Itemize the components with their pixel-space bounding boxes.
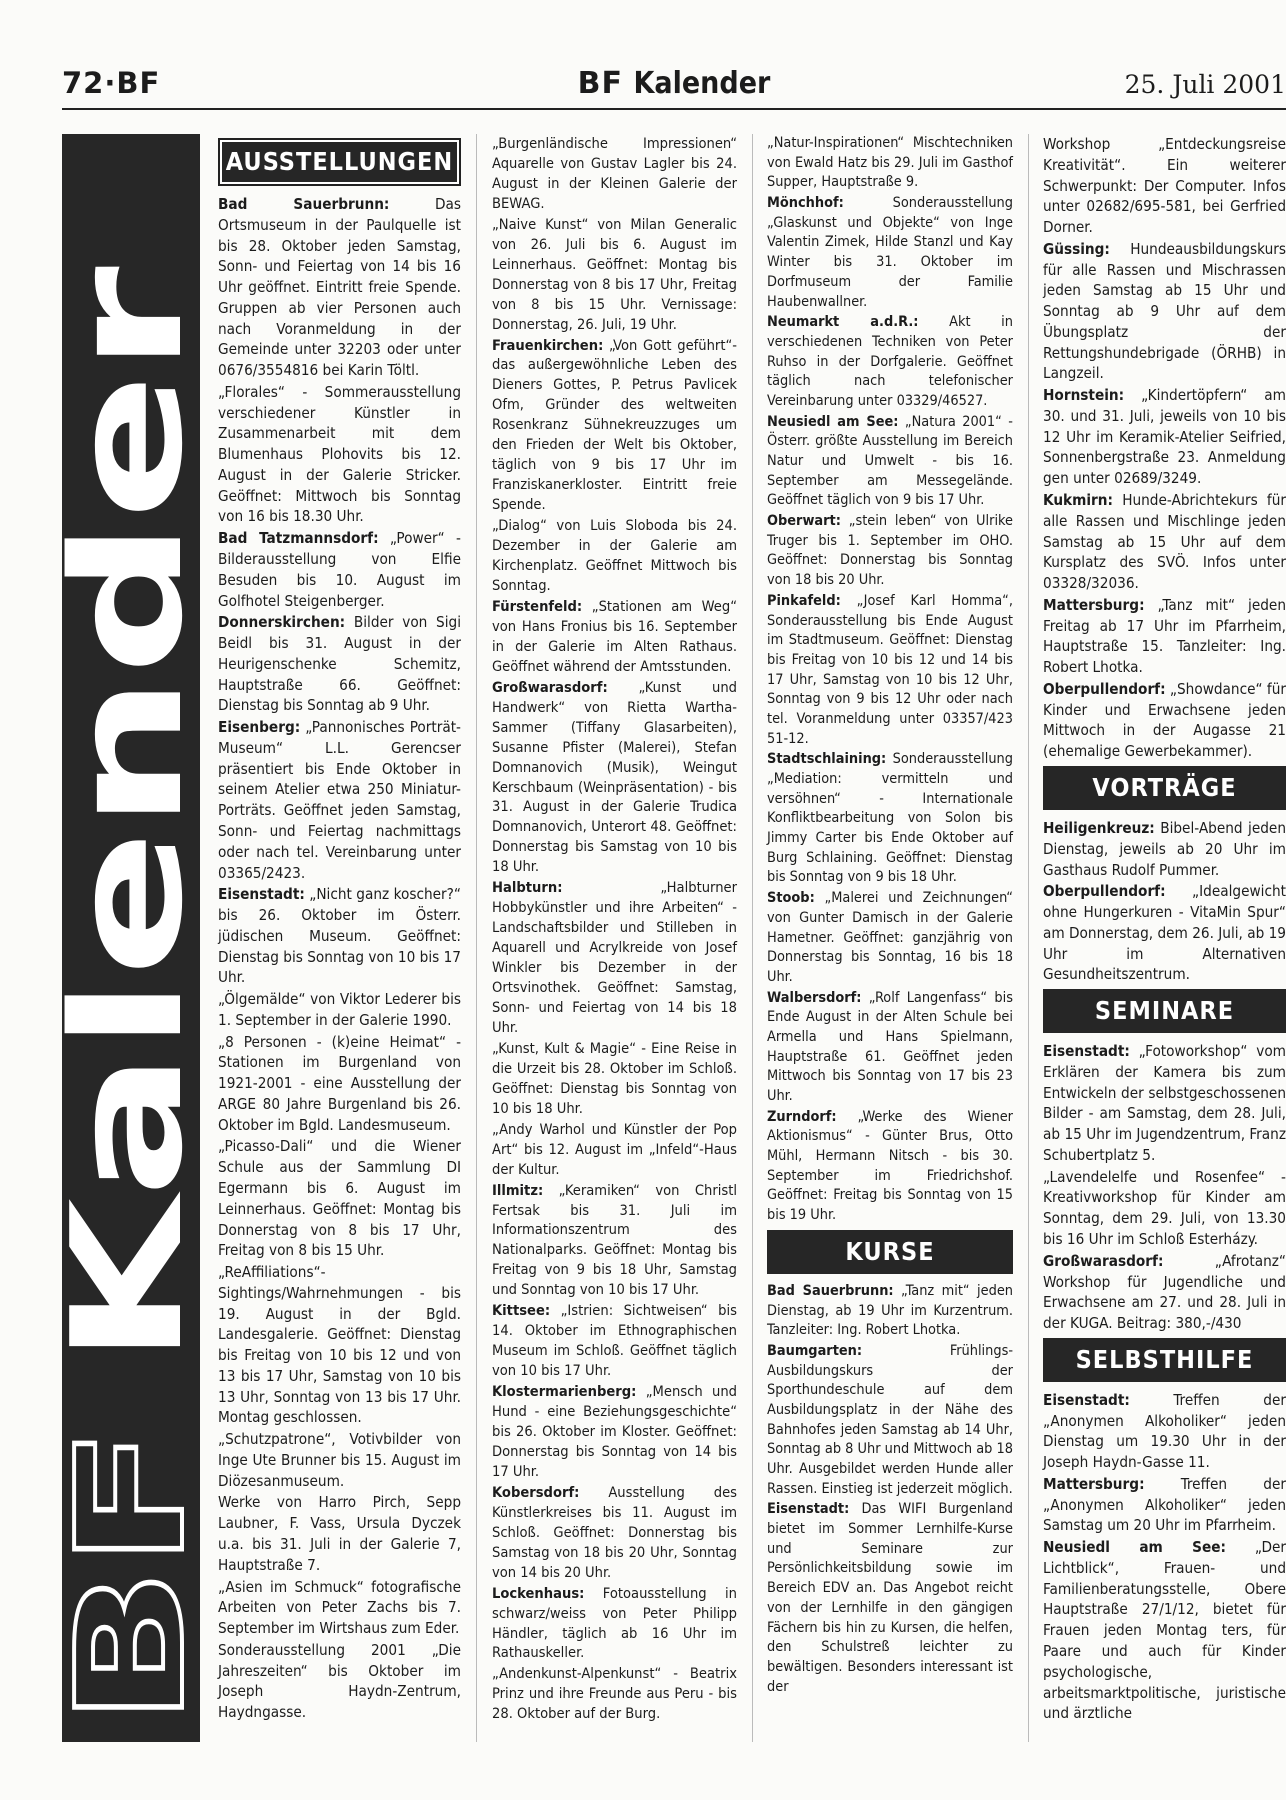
listing-entry [218,1429,461,1491]
masthead-bf: BF [577,66,624,101]
sidebar-bf-text: BF [45,1512,217,1726]
listing-entry [218,528,461,611]
listing-entry [492,1039,737,1119]
listing-entry [1043,595,1286,678]
listing-entry [492,1382,737,1482]
listing-entry [1043,1167,1286,1250]
section-heading: SEMINARE [1043,989,1286,1033]
listing-entry [767,1500,1013,1697]
entry-text: „Schutzpatrone“, Votivbilder von Inge Ute Brunner bis 15. August im Diözesanmuseum. [218,1430,461,1490]
listing-entry [492,678,737,878]
entry-text: „Istrien: Sichtweisen“ bis 14. Oktober im Ethnographischen Museum im Schloß. Geöffnet täglich von 10 bis 17 Uhr. [492,1302,737,1380]
entry-place: Eisenstadt: [1043,1390,1130,1409]
listing-entry [767,313,1013,411]
entry-text: „Showdance“ für Kinder und Erwachsene jeden Mittwoch in der Augasse 21 (ehemalige Gewerbekammer). [1043,679,1286,761]
entry-place: Bad Sauerbrunn: [767,1282,894,1299]
issue-date: 25. Juli 2001 [1124,70,1286,99]
listing-entry [767,413,1013,511]
entry-place: Oberpullendorf: [1043,679,1166,698]
entry-text: „Malerei und Zeichnungen“ von Gunter Damisch in der Galerie Hametner. Geöffnet: ganzjährig von Donnerstag bis Sonntag, 16 bis 18 Uhr. [767,890,1013,985]
entry-text: Treffen der „Anonymen Alkoholiker“ jeden Dienstag um 19.30 Uhr in der Joseph Haydn-Gasse 11. [1043,1390,1286,1472]
listing-entry [218,382,461,527]
sidebar-banner [39,134,217,1742]
listing-entry [767,592,1013,750]
entry-place: Stoob: [767,890,815,907]
page-number: 72·BF [62,66,161,100]
entry-place: Bad Sauerbrunn: [218,195,390,213]
entry-place: Klostermarienberg: [492,1383,637,1401]
listing-entry [767,1108,1013,1226]
entry-place: Eisenstadt: [218,885,305,904]
column-3 [767,134,1013,1698]
entry-place: Bad Tatzmannsdorf: [218,529,379,548]
entry-text: „Power“ - Bilderausstellung von Elfie Besuden bis 10. August im Golfhotel Steigenberger. [218,529,461,610]
entry-text: Das WIFI Burgenland bietet im Sommer Lernhilfe-Kurse und Seminare zur Persönlichkeitsbildung sowie im Bereich EDV an. Das Angebot reicht von der Lernhilfe in den gängigen Fächern bis hin zu Kursen, die helfen, den Schulstreß leichter zu bewältigen. Besonders interessant ist der [767,1501,1013,1695]
entry-text: „Dialog“ von Luis Sloboda bis 24. Dezember in der Galerie am Kirchenplatz. Geöffnet Mittwoch bis Sonntag. [492,517,737,594]
section-heading: VORTRÄGE [1043,766,1286,810]
listing-entry [1043,818,1286,880]
header-rule [62,108,1286,110]
entry-text: „Ölgemälde“ von Viktor Lederer bis 1. September in der Galerie 1990. [218,990,461,1029]
entry-text: „Lavendelelfe und Rosenfee“ - Kreativworkshop für Kinder am Sonntag, dem 29. Juli, von 13.30 bis 16 Uhr im Schloß Esterházy. [1043,1167,1286,1248]
entry-place: Walbersdorf: [767,989,862,1006]
entry-place: Baumgarten: [767,1342,863,1359]
entry-place: Eisenstadt: [1043,1042,1130,1061]
entry-text: Hundeausbildungskurs für alle Rassen und Mischrassen jeden Samstag ab 15 Uhr und Sonntag ab 9 Uhr auf dem Übungsplatz der Rettungshundebrigade (ÖRHB) in Langzeil. [1043,239,1286,383]
entry-place: Eisenstadt: [767,1501,850,1518]
entry-text: „Florales“ - Sommerausstellung verschiedener Künstler in Zusammenarbeit mit dem Blumenhaus Plohovits bis 12. August in der Galerie Stricker. Geöffnet: Mittwoch bis Sonntag von 16 bis 18.30 Uhr. [218,382,461,526]
entry-text: „Asien im Schmuck“ fotografische Arbeiten von Peter Zachs bis 7. September im Wirtshaus zum Eder. [218,1577,461,1638]
listing-entry [1043,1390,1286,1473]
entry-text: „Kunst, Kult & Magie“ - Eine Reise in die Urzeit bis 28. Oktober im Schloß. Geöffnet: Dienstag bis Sonntag von 10 bis 18 Uhr. [492,1039,737,1117]
listing-entry [1043,239,1286,384]
entry-text: „Mensch und Hund - eine Beziehungsgeschichte“ bis 26. Oktober im Kloster. Geöffnet: Donnerstag bis Sonntag von 14 bis 17 Uhr. [492,1383,737,1480]
listing-entry [218,884,461,988]
listing-entry [767,750,1013,888]
entry-text: „Der Lichtblick“, Frauen- und Familienberatungsstelle, Obere Hauptstraße 27/1/12, bietet für Frauen jeden Montag ters, für Paare und auch für Kinder psychologische, arbeitsmarktpolitische, juristische und ärztliche [1043,1538,1286,1723]
column-2 [492,134,737,1725]
listing-entry [492,1664,737,1724]
entry-place: Großwarasdorf: [1043,1251,1164,1270]
listing-entry [767,889,1013,987]
entry-place: Kittsee: [492,1302,551,1320]
entry-text: Werke von Harro Pirch, Sepp Laubner, F. Vass, Ursula Dyczek u.a. bis 31. Juli in der Galerie 7, Hauptstraße 7. [218,1493,461,1574]
entry-text: „8 Personen - (k)eine Heimat“ - Stationen im Burgenland von 1921-2001 - eine Ausstellung der ARGE 80 Jahre Burgenland bis 26. Oktober im Bgld. Landesmuseum. [218,1032,461,1134]
listing-entry [492,134,737,214]
entry-text: Sonderausstellung „Mediation: vermitteln und versöhnen“ - Internationale Konfliktbearbeitung von Solon bis Jimmy Carter bis Ende Oktober auf Burg Schlaining. Geöffnet: Dienstag bis Sonntag von 9 bis 18 Uhr. [767,751,1013,886]
listing-entry [492,336,737,516]
entry-place: Donnerskirchen: [218,613,346,632]
column-4 [1043,134,1286,1725]
entry-text: „Kunst und Handwerk“ von Rietta Wartha-Sammer (Tiffany Glasarbeiten), Susanne Pfister (Malerei), Stefan Domnanovich (Musik), Weingut Kerschbaum (Weinpräsentation) - bis 31. August in der Galerie Trudica Domnanovich, Unterort 48. Geöffnet: Donnerstag bis Samstag von 10 bis 18 Uhr. [492,678,737,876]
entry-text: „Rolf Langenfass“ bis Ende August in der Alten Schule bei Armella und Hans Spielmann, Hauptstraße 61. Geöffnet jeden Mittwoch bis Sonntag von 17 bis 23 Uhr. [767,989,1013,1104]
listing-entry [1043,1537,1286,1724]
section-heading: AUSSTELLUNGEN [218,138,461,186]
entry-place: Großwarasdorf: [492,678,608,696]
entry-text: „Halbturner Hobbykünstler und ihre Arbeiten“ - Landschaftsbilder und Stilleben in Aquarell und Acrylkreide von Josef Winkler bis Dezember in der Ortsvinothek. Geöffnet: Samstag, Sonn- und Feiertag von 14 bis 18 Uhr. [492,879,737,1036]
entry-text: Bibel-Abend jeden Dienstag, jeweils ab 20 Uhr im Gasthaus Rudolf Pummer. [1043,818,1286,879]
entry-text: Das Ortsmuseum in der Paulquelle ist bis 28. Oktober jeden Samstag, Sonn- und Feiertag von 14 bis 16 Uhr geöffnet. Eintritt freie Spende. Gruppen ab vier Personen auch nach Voranmeldung in der Gemeinde unter 32203 oder unter 0676/3554816 bei Karin Töltl. [218,195,461,380]
entry-place: Güssing: [1043,239,1110,258]
listing-entry [218,1032,461,1136]
entry-place: Kobersdorf: [492,1483,580,1501]
entry-place: Oberpullendorf: [1043,882,1166,901]
entry-place: Lockenhaus: [492,1584,585,1602]
entry-text: Sonderausstellung 2001 „Die Jahreszeiten“ bis Oktober im Joseph Haydn-Zentrum, Haydngasse. [218,1640,461,1722]
listing-entry [492,1181,737,1301]
listing-entry [218,989,461,1031]
listing-entry [218,612,461,716]
listing-entry [1043,679,1286,762]
listing-entry [1043,1474,1286,1536]
entry-place: Mönchhof: [767,195,844,212]
entry-text: „Tanz mit“ jeden Dienstag, ab 19 Uhr im Kurzentrum. Tanzleiter: Ing. Robert Lhotka. [767,1282,1013,1339]
entry-text: Bilder von Sigi Beidl bis 31. August in der Heurigenschenke Schemitz, Hauptstraße 66. Geöffnet: Dienstag bis Sonntag ab 9 Uhr. [218,613,461,715]
entry-text: „Picasso-Dali“ und die Wiener Schule aus der Sammlung DI Egermann bis 6. August im Leinnerhaus. Geöffnet: Montag bis Donnerstag von 8 bis 17 Uhr, Freitag von 8 bis 15 Uhr. [218,1137,461,1260]
entry-place: Mattersburg: [1043,1474,1145,1493]
entry-text: „Natur-Inspirationen“ Mischtechniken von Ewald Hatz bis 29. Juli im Gasthof Supper, Hauptstraße 9. [767,135,1013,191]
listing-entry [218,1492,461,1575]
listing-entry [767,512,1013,591]
entry-text: „Fotoworkshop“ vom Erklären der Kamera bis zum Entwickeln der selbstgeschossenen Bilder - am Samstag, dem 28. Juli, ab 15 Uhr im Jugendzentrum, Franz Schubertplatz 5. [1043,1042,1286,1164]
entry-text: „Keramiken“ von Christl Fertsak bis 31. Juli im Informationszentrum des Nationalparks. Geöffnet: Montag bis Freitag von 9 bis 18 Uhr, Samstag und Sonntag von 10 bis 17 Uhr. [492,1181,737,1299]
listing-entry [1043,1251,1286,1334]
listing-entry [767,134,1013,193]
entry-text: Fotoausstellung in schwarz/weiss von Peter Philipp Händler, täglich ab 16 Uhr im Rathauskeller. [492,1584,737,1662]
section-heading: KURSE [767,1230,1013,1274]
listing-entry [492,878,737,1038]
entry-place: Hornstein: [1043,386,1125,405]
entry-text: Treffen der „Anonymen Alkoholiker“ jeden Samstag um 20 Uhr im Pfarrheim. [1043,1474,1286,1535]
entry-text: „Kindertöpfern“ am 30. und 31. Juli, jeweils von 10 bis 12 Uhr im Keramik-Atelier Seifried, Sonnenbergstraße 23. Anmeldung gen unter 02689/3249. [1043,386,1286,488]
column-1 [218,134,461,1724]
entry-text: „Tanz mit“ jeden Freitag ab 17 Uhr im Pfarrheim, Hauptstraße 15. Tanzleiter: Ing. Robert Lhotka. [1043,595,1286,677]
listing-entry [1043,385,1286,489]
masthead [62,66,1286,101]
listing-entry [218,194,461,381]
entry-place: Halbturn: [492,879,563,897]
entry-text: „ReAffiliations“- Sightings/Wahrnehmungen - bis 19. August in der Bgld. Landesgalerie. Geöffnet: Dienstag bis Freitag von 10 bis 12 und von 13 bis 17 Uhr, Samstag von 10 bis 13 Uhr, Sonntag von 13 bis 17 Uhr. Montag geschlossen. [218,1263,461,1427]
sidebar-kalender-text: Kalender [39,595,216,1366]
entry-place: Neusiedl am See: [767,413,899,430]
listing-entry [218,1640,461,1723]
listing-entry [492,1301,737,1381]
entry-place: Neumarkt a.d.R.: [767,314,919,331]
column-divider [1028,134,1029,1742]
listing-entry [492,597,737,677]
listing-entry [1043,134,1286,238]
listing-entry [492,1584,737,1664]
entry-text: „Burgenländische Impressionen“ Aquarelle von Gustav Lagler bis 24. August in der Kleinen Galerie der BEWAG. [492,135,737,212]
entry-text: „Natura 2001“ - Österr. größte Ausstellung im Bereich Natur und Umwelt - bis 16. September am Messegelände. Geöffnet täglich von 9 bis 17 Uhr. [767,413,1013,509]
listing-entry [1043,490,1286,594]
entry-place: Heiligenkreuz: [1043,818,1155,837]
listing-entry [492,516,737,596]
listing-entry [492,1483,737,1583]
entry-text: Akt in verschiedenen Techniken von Peter Ruhso in der Dorfgalerie. Geöffnet täglich nach telefonischer Vereinbarung unter 03329/46527. [767,314,1013,409]
listing-entry [767,194,1013,312]
entry-text: „Stationen am Weg“ von Hans Fronius bis 16. September in der Galerie im Alten Rathaus. Geöffnet während der Amtsstunden. [492,597,737,675]
entry-place: Oberwart: [767,513,841,530]
listing-entry [767,989,1013,1107]
entry-text: „Andenkunst-Alpenkunst“ - Beatrix Prinz und ihre Freunde aus Peru - bis 28. Oktober auf der Burg. [492,1665,737,1723]
column-divider [476,134,477,1742]
entry-text: „Afrotanz“ Workshop für Jugendliche und Erwachsene am 27. und 28. Juli in der KUGA. Beitrag: 380,-/430 [1043,1251,1286,1333]
entry-place: Kukmirn: [1043,491,1113,510]
entry-text: Frühlings-Ausbildungskurs der Sporthundeschule auf dem Ausbildungsplatz in der Nähe des Bahnhofes jeden Samstag ab 14 Uhr, Sonntag ab 8 Uhr und Mittwoch ab 18 Uhr. Ausgebildet werden Hunde aller Rassen. Einstieg ist jederzeit möglich. [767,1342,1013,1497]
listing-entry [218,717,461,883]
entry-text: Sonderausstellung „Glaskunst und Objekte“ von Inge Valentin Zimek, Hilde Stanzl und Kay Winter bis 31. Oktober im Dorfmuseum der Familie Haubenwallner. [767,195,1013,310]
listing-entry [218,1136,461,1261]
entry-text: „Von Gott geführt“- das außergewöhnliche Leben des Dieners Gottes, P. Petrus Pavlicek Ofm, Gründer des weltweiten Rosenkranz Sühnekreuzzuges um den Frieden der Welt bis Oktober, täglich von 9 bis 17 Uhr im Franziskanerkloster. Eintritt freie Spende. [492,336,737,514]
entry-place: Eisenberg: [218,718,301,737]
entry-place: Pinkafeld: [767,592,841,609]
masthead-kalender: Kalender [633,66,771,101]
listing-entry [767,1342,1013,1500]
listing-entry [492,215,737,335]
entry-place: Zurndorf: [767,1108,837,1125]
entry-place: Frauenkirchen: [492,336,604,354]
listing-entry [218,1262,461,1428]
entry-text: „Naive Kunst“ von Milan Generalic von 26. Juli bis 6. August im Leinnerhaus. Geöffnet: Montag bis Donnerstag von 8 bis 17 Uhr, Freitag von 8 bis 15 Uhr. Vernissage: Donnerstag, 26. Juli, 19 Uhr. [492,215,737,333]
listing-entry [1043,1041,1286,1166]
entry-text: „stein leben“ von Ulrike Truger bis 1. September im OHO. Geöffnet: Donnerstag bis Sonntag von 18 bis 20 Uhr. [767,513,1013,589]
entry-place: Illmitz: [492,1181,544,1199]
page-header [62,66,1286,108]
entry-text: „Idealgewicht ohne Hungerkuren - VitaMin Spur“ am Donnerstag, dem 26. Juli, ab 19 Uhr im Alternativen Gesundheitszentrum. [1043,882,1286,984]
entry-text: „Werke des Wiener Aktionismus“ - Günter Brus, Otto Mühl, Hermann Nitsch - bis 30. September im Friedrichshof. Geöffnet: Freitag bis Sonntag von 15 bis 19 Uhr. [767,1108,1013,1224]
entry-text: „Andy Warhol und Künstler der Pop Art“ bis 12. August im „Infeld“-Haus der Kultur. [492,1120,737,1178]
entry-text: „Josef Karl Homma“, Sonderausstellung bis Ende August im Stadtmuseum. Geöffnet: Dienstag bis Freitag von 10 bis 12 und 14 bis 17 Uhr, Samstag von 10 bis 12 Uhr, Sonntag von 9 bis 12 Uhr oder nach tel. Voranmeldung unter 03357/423 51-12. [767,592,1013,747]
listing-entry [218,1577,461,1639]
entry-place: Stadtschlaining: [767,751,887,768]
entry-text: Hunde-Abrichtekurs für alle Rassen und Mischlinge jeden Samstag ab 15 Uhr auf dem Kursplatz des SVÖ. Infos unter 03328/32036. [1043,491,1286,593]
entry-text: Ausstellung des Künstlerkreises bis 11. August im Schloß. Geöffnet: Donnerstag bis Samstag von 18 bis 20 Uhr, Sonntag von 14 bis 20 Uhr. [492,1483,737,1581]
listing-entry [492,1120,737,1180]
section-heading: SELBSTHILFE [1043,1338,1286,1382]
column-divider [752,134,753,1742]
entry-place: Fürstenfeld: [492,597,583,615]
listing-entry [1043,881,1286,985]
listing-entry [767,1282,1013,1341]
entry-text: „Pannonisches Porträt-Museum“ L.L. Gerencser präsentiert bis Ende Oktober in seinem Atelier etwa 250 Miniatur-Porträts. Geöffnet jeden Samstag, Sonn- und Feiertag nachmittags oder nach tel. Vereinbarung unter 03365/2423. [218,718,461,882]
entry-text: „Nicht ganz koscher?“ bis 26. Oktober im Österr. jüdischen Museum. Geöffnet: Dienstag bis Sonntag von 10 bis 17 Uhr. [218,885,461,987]
entry-place: Neusiedl am See: [1043,1538,1226,1557]
entry-text: Workshop „Entdeckungsreise Kreativität“. Ein weiterer Schwerpunkt: Der Computer. Infos unter 02682/695-581, bei Gerfried Dorner. [1043,135,1286,237]
entry-place: Mattersburg: [1043,595,1145,614]
